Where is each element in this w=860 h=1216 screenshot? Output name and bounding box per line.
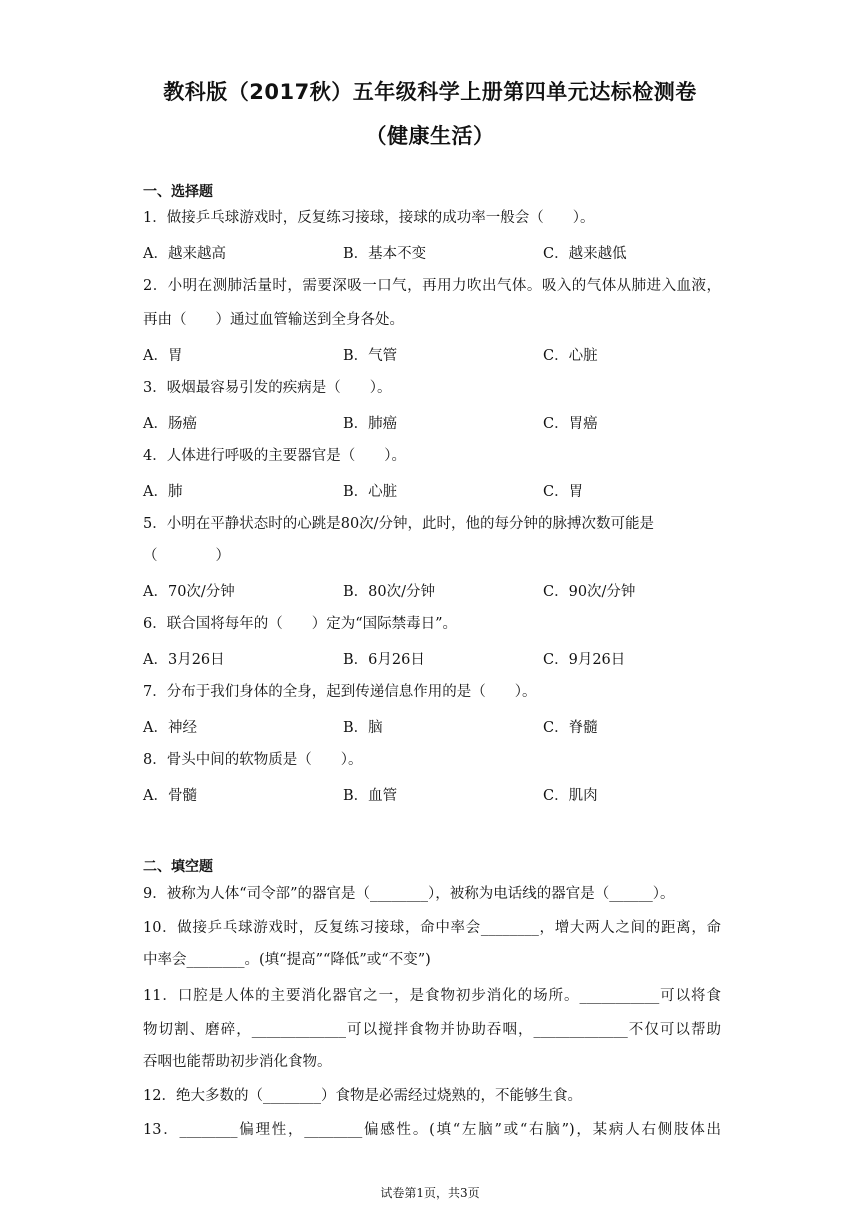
question-2-line-2: 再由（ ）通过血管输送到全身各处。 — [143, 312, 404, 328]
question-4: 4．人体进行呼吸的主要器官是（ ）。 — [143, 448, 406, 464]
question-13-line-1: 13．________偏理性，________偏感性。(填“左脑”或“右脑”)，某病人右侧肢体出 — [143, 1122, 721, 1138]
option-c: C．越来越低 — [543, 246, 627, 262]
option-c: C．心脏 — [543, 348, 598, 364]
option-b: B．脑 — [343, 720, 383, 736]
question-11-line-1: 11．口腔是人体的主要消化器官之一，是食物初步消化的场所。___________可以将食 — [143, 988, 721, 1004]
option-b: B．基本不变 — [343, 246, 427, 262]
option-c: C．胃癌 — [543, 416, 598, 432]
question-3: 3．吸烟最容易引发的疾病是（ ）。 — [143, 380, 392, 396]
options-q5 — [143, 580, 721, 600]
question-10-line-1: 10．做接乒乓球游戏时，反复练习接球，命中率会________，增大两人之间的距离，命 — [143, 920, 721, 936]
question-6: 6．联合国将每年的（ ）定为“国际禁毒日”。 — [143, 616, 458, 632]
option-c: C．脊髓 — [543, 720, 598, 736]
options-q6 — [143, 648, 721, 668]
question-5-line-1: 5．小明在平静状态时的心跳是80次/分钟，此时，他的每分钟的脉搏次数可能是 — [143, 516, 655, 532]
option-b: B．心脏 — [343, 484, 398, 500]
option-b: B．血管 — [343, 788, 398, 804]
document-subtitle: （健康生活） — [365, 124, 495, 148]
options-q3 — [143, 412, 721, 432]
question-5-line-2: （ ） — [143, 548, 230, 564]
option-a: A．胃 — [143, 348, 183, 364]
option-a: A．肺 — [143, 484, 183, 500]
option-a: A．70次/分钟 — [143, 584, 235, 600]
question-9: 9．被称为人体“司令部”的器官是（________），被称为电话线的器官是（______）。 — [143, 886, 675, 902]
document-title: 教科版（2017秋）五年级科学上册第四单元达标检测卷 — [163, 80, 697, 104]
options-q4 — [143, 480, 721, 500]
question-8: 8．骨头中间的软物质是（ ）。 — [143, 752, 363, 768]
options-q7 — [143, 716, 721, 736]
page-footer: 试卷第1页，共3页 — [380, 1186, 480, 1200]
options-q1 — [143, 242, 721, 262]
option-b: B．80次/分钟 — [343, 584, 435, 600]
question-2-line-1: 2．小明在测肺活量时，需要深吸一口气，再用力吹出气体。吸入的气体从肺进入血液， — [143, 278, 721, 294]
question-11-line-3: 吞咽也能帮助初步消化食物。 — [143, 1054, 332, 1070]
option-a: A．骨髓 — [143, 788, 197, 804]
options-q8 — [143, 784, 721, 804]
question-10-line-2: 中率会________。(填“提高”“降低”或“不变”) — [143, 952, 431, 968]
option-a: A．神经 — [143, 720, 197, 736]
question-1: 1．做接乒乓球游戏时，反复练习接球，接球的成功率一般会（ ）。 — [143, 210, 595, 226]
question-12: 12．绝大多数的（________）食物是必需经过烧熟的，不能够生食。 — [143, 1088, 582, 1104]
option-c: C．胃 — [543, 484, 584, 500]
option-c: C．90次/分钟 — [543, 584, 636, 600]
option-a: A．3月26日 — [143, 652, 225, 668]
option-b: B．6月26日 — [343, 652, 425, 668]
section-heading-fill: 二、填空题 — [143, 859, 213, 875]
question-7: 7．分布于我们身体的全身，起到传递信息作用的是（ ）。 — [143, 684, 537, 700]
option-c: C．9月26日 — [543, 652, 626, 668]
option-a: A．肠癌 — [143, 416, 197, 432]
option-c: C．肌肉 — [543, 788, 598, 804]
options-q2 — [143, 344, 721, 364]
option-a: A．越来越高 — [143, 246, 226, 262]
option-b: B．肺癌 — [343, 416, 398, 432]
option-b: B．气管 — [343, 348, 398, 364]
section-heading-choice: 一、选择题 — [143, 184, 213, 200]
question-11-line-2: 物切割、磨碎，_____________可以搅拌食物并协助吞咽，_____________不仅可以帮助 — [143, 1022, 721, 1038]
